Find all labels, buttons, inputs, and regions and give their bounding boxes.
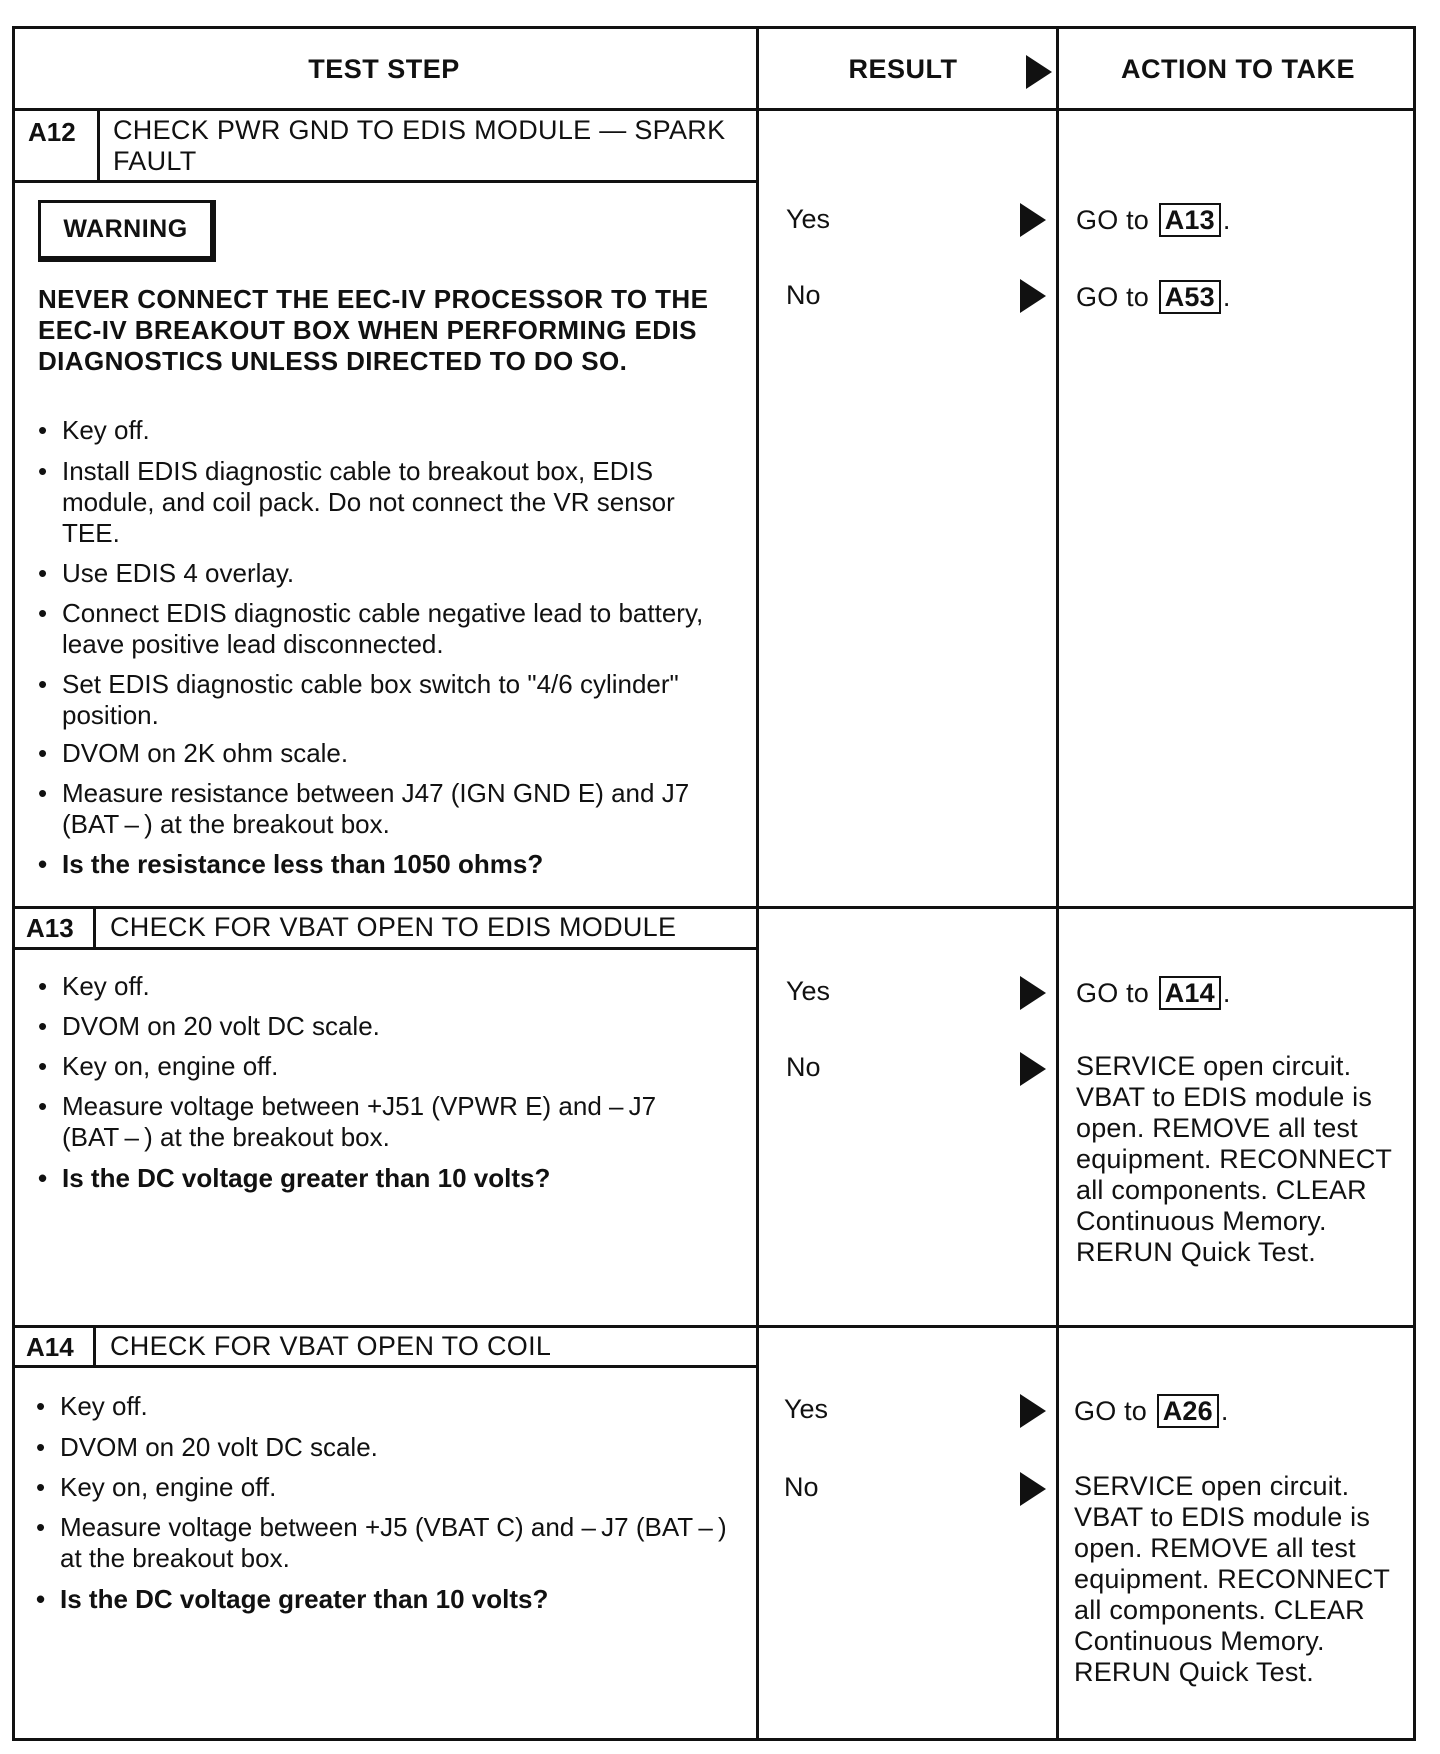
step-a13-title: CHECK FOR VBAT OPEN TO EDIS MODULE [110,912,677,942]
result-no: No [786,280,821,310]
step-a13-id: A13 [26,913,74,943]
step-a12-title-line1: CHECK PWR GND TO EDIS MODULE — SPARK [113,115,726,145]
action-goto: GO to A53 . [1076,282,1231,312]
step-a14-title: CHECK FOR VBAT OPEN TO COIL [110,1331,552,1361]
result-yes: Yes [786,204,831,234]
step-a14-id: A14 [26,1332,74,1362]
diagnostic-page: TEST STEP RESULT ACTION TO TAKE A12 CHECK PWR GND TO EDIS MODULE — SPARK FAULT WARNING NEVER CONNECT THE EEC-IV PROCESSOR TO THE EEC-IV BREAKOUT BOX WHEN PERFORMING EDIS DIAGNOSTICS UNLESS DIRECTED TO DO SO. • Key off. • Install EDIS diagnostic cable to breakout box, EDIS module, and coil pack. Do not connect the VR sensor TEE. • Use EDIS 4 overlay. • Connect EDIS diagnostic cable negative lead to battery, leave positive lead disconnected. • Set EDIS diagnostic cable box switch to "4/6 cylinder" position. • DVOM on 2K ohm scale. • Measure resistance between J47 (IGN GND E) and J7 (BAT – ) at the breakout box. • Is the resistance less than 1050 ohms? Yes GO to A13 . No GO to A53 . A13 CHECK FOR VBAT OPEN TO EDIS MODULE • Key off. • DVOM on 20 volt DC scale. • Key on, engine off. • Measure voltage between +J51 (VPWR E) and – J7 (BAT – ) at the breakout box. • Is the DC voltage greater than 10 volts? Yes GO to A14 . No SERVICE open circuit. VBAT to EDIS module is open. REMOVE all test equipment. RECONNECT all components. CLEAR Continuous Memory. RERUN Quick Test. A14 CHECK FOR VBAT OPEN TO COIL • Key off. • DVOM on 20 volt DC scale. • Key on, engine off. • Measure voltage between +J5 (VBAT C) and – J7 (BAT – ) at the breakout box. • Is the DC voltage greater than 10 volts? Yes GO to A26 . No SERVICE open circuit. VBAT to EDIS module is open. REMOVE all test equipment. RECONNECT all components. CLEAR Continuous Memory. RERUN Quick Test. [0,0,1440,1754]
result-no: No [786,1052,821,1082]
step-divider [12,906,1416,909]
column-divider-result [756,26,759,1741]
step-a12-title-rule [12,180,756,183]
step-a14-id-divider [93,1325,96,1368]
action-goto: GO to A26 . [1074,1396,1229,1426]
step-a13-id-divider [93,906,96,950]
step-ref-link[interactable]: A13 [1159,203,1221,237]
result-arrow-icon [1020,279,1046,313]
action-service-text: SERVICE open circuit. VBAT to EDIS module is open. REMOVE all test equipment. RECONNECT all components. CLEAR Continuous Memory. RERUN Quick Test. [1076,1051,1392,1267]
result-arrow-icon [1020,203,1046,237]
warning-text: NEVER CONNECT THE EEC-IV PROCESSOR TO THE EEC-IV BREAKOUT BOX WHEN PERFORMING EDIS DIAGNOSTICS UNLESS DIRECTED TO DO SO. [38,284,709,376]
warning-label: WARNING [63,215,188,243]
step-a12-id-divider [97,108,100,181]
action-service-text: SERVICE open circuit. VBAT to EDIS module is open. REMOVE all test equipment. RECONNECT all components. CLEAR Continuous Memory. RERUN Quick Test. [1074,1471,1390,1687]
header-result: RESULT [848,54,958,84]
result-arrow-icon [1020,1394,1046,1428]
header-test-step: TEST STEP [308,54,460,84]
result-arrow-icon [1020,976,1046,1010]
step-a14-title-rule [12,1365,756,1368]
header-action: ACTION TO TAKE [1121,54,1355,84]
result-arrow-icon [1020,1052,1046,1086]
step-ref-link[interactable]: A14 [1159,976,1221,1010]
step-ref-link[interactable]: A53 [1159,280,1221,314]
step-a13-title-rule [12,947,756,950]
step-a12-id: A12 [28,117,76,147]
step-ref-link[interactable]: A26 [1157,1394,1219,1428]
step-a12-title-line2: FAULT [113,146,197,176]
result-yes: Yes [786,976,831,1006]
action-goto: GO to A13 . [1076,205,1231,235]
result-yes: Yes [784,1394,829,1424]
header-bottom-rule [12,108,1416,111]
step-divider [12,1325,1416,1328]
action-goto: GO to A14 . [1076,978,1231,1008]
warning-label-box [38,200,216,262]
header-arrow-icon [1026,55,1052,89]
result-arrow-icon [1020,1472,1046,1506]
column-divider-action [1056,26,1059,1741]
result-no: No [784,1472,819,1502]
